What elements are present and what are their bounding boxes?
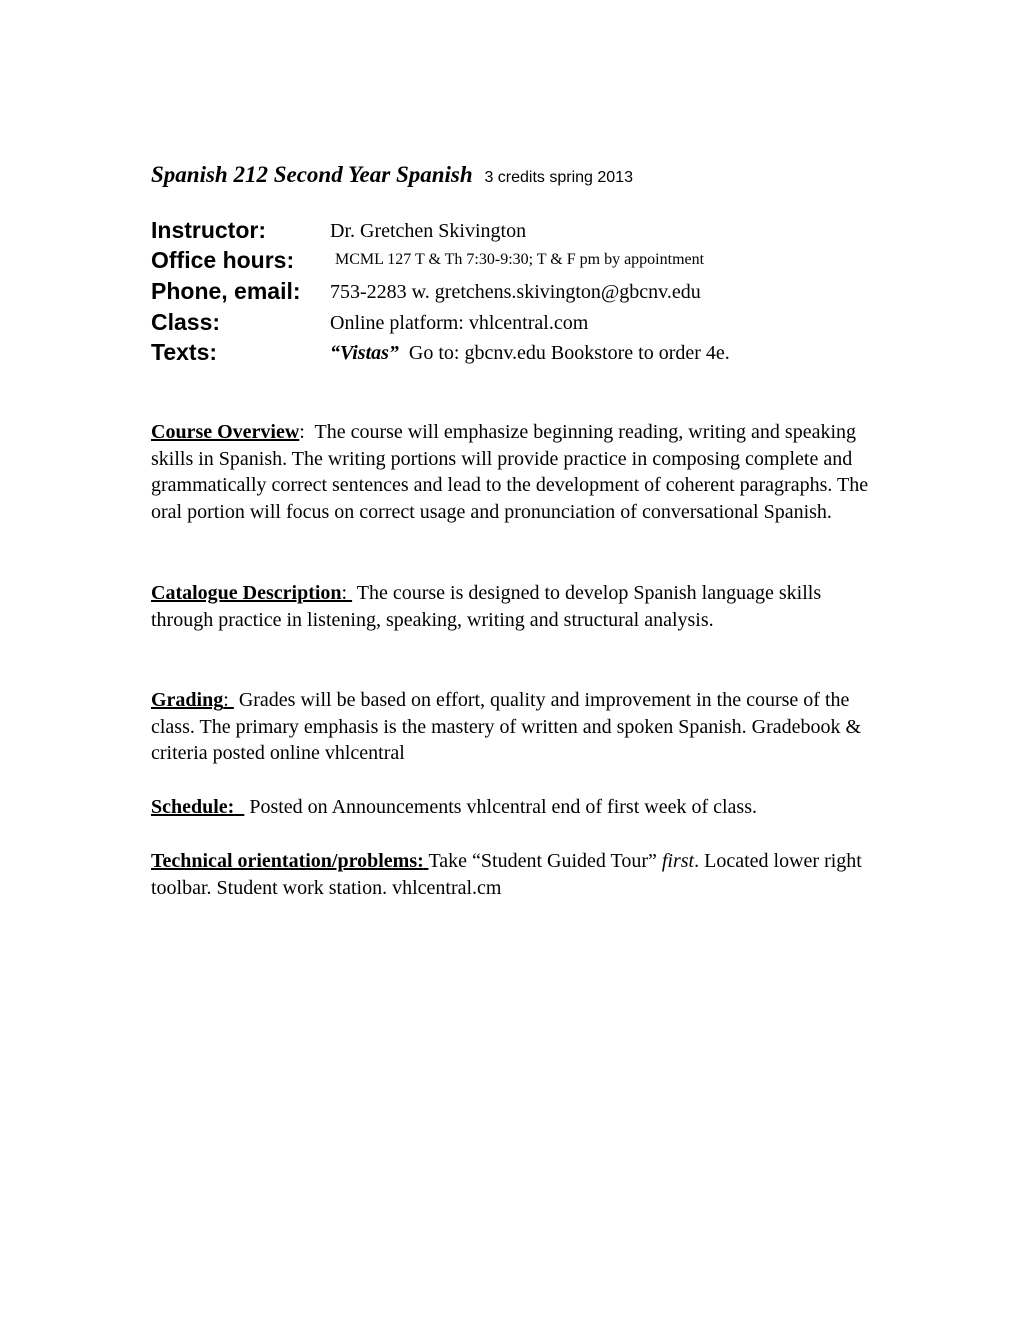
technical-body-start: Take “Student Guided Tour” bbox=[428, 850, 657, 872]
phone-email-label: Phone, email: bbox=[151, 278, 301, 304]
course-title bbox=[151, 162, 633, 188]
office-hours-label: Office hours: bbox=[151, 247, 295, 273]
texts-label: Texts: bbox=[151, 339, 218, 365]
office-hours-value: MCML 127 T & Th 7:30-9:30; T & F pm by appointment bbox=[335, 251, 705, 268]
catalogue-description-heading: Catalogue Description bbox=[151, 582, 342, 604]
class-value: Online platform: vhlcentral.com bbox=[330, 312, 589, 334]
catalogue-description-body: The course is designed to develop Spanish language skills through practice in listening, speaking, writing and structural analysis. bbox=[151, 582, 822, 631]
technical-emphasis: first bbox=[661, 850, 695, 872]
course-overview-body: The course will emphasize beginning reading, writing and speaking skills in Spanish. The writing portions will provide practice in composing complete and grammatically correct sentences and lead to the development of coherent paragraphs. The oral portion will focus on correct usage and pronunciation of conversational Spanish. bbox=[151, 421, 869, 524]
schedule-heading: Schedule: bbox=[151, 796, 235, 818]
textbook-order-info: Go to: gbcnv.edu Bookstore to order 4e. bbox=[408, 342, 730, 364]
catalogue-description-section: Catalogue Description: The course is designed to develop Spanish language skills through practice in listening, speaking, writing and structural analysis. bbox=[151, 582, 822, 631]
course-overview-section: Course Overview: The course will emphasize beginning reading, writing and speaking skills in Spanish. The writing portions will provide practice in composing complete and grammatically correct sentences and lead to the development of coherent paragraphs. The oral portion will focus on correct usage and pronunciation of conversational Spanish. bbox=[151, 421, 869, 524]
course-overview-heading: Course Overview bbox=[151, 421, 300, 443]
course-credits: 3 credits spring 2013 bbox=[484, 169, 633, 186]
instructor-label: Instructor: bbox=[151, 217, 266, 243]
grading-heading: Grading bbox=[151, 689, 224, 711]
texts-value bbox=[330, 342, 730, 365]
schedule-body: Posted on Announcements vhlcentral end of first week of class. bbox=[249, 796, 757, 818]
textbook-title: “Vistas” bbox=[330, 342, 399, 364]
instructor-value: Dr. Gretchen Skivington bbox=[330, 220, 527, 242]
technical-section bbox=[151, 848, 876, 901]
technical-heading: Technical orientation/problems: bbox=[151, 850, 424, 872]
course-name: Spanish 212 Second Year Spanish bbox=[151, 162, 473, 187]
class-label: Class: bbox=[151, 309, 221, 335]
schedule-section bbox=[151, 794, 876, 821]
technical-body-end: . Located lower right toolbar. Student work station. vhlcentral.cm bbox=[151, 850, 862, 899]
phone-email-value: 753-2283 w. gretchens.skivington@gbcnv.edu bbox=[330, 281, 701, 303]
grading-body: Grades will be based on effort, quality and improvement in the course of the class. The primary emphasis is the mastery of written and spoken Spanish. Gradebook & criteria posted online vhlcentral bbox=[151, 689, 862, 765]
grading-section: Grading: Grades will be based on effort, quality and improvement in the course of the class. The primary emphasis is the mastery of written and spoken Spanish. Gradebook & criteria posted online vhlcentral bbox=[151, 689, 862, 765]
